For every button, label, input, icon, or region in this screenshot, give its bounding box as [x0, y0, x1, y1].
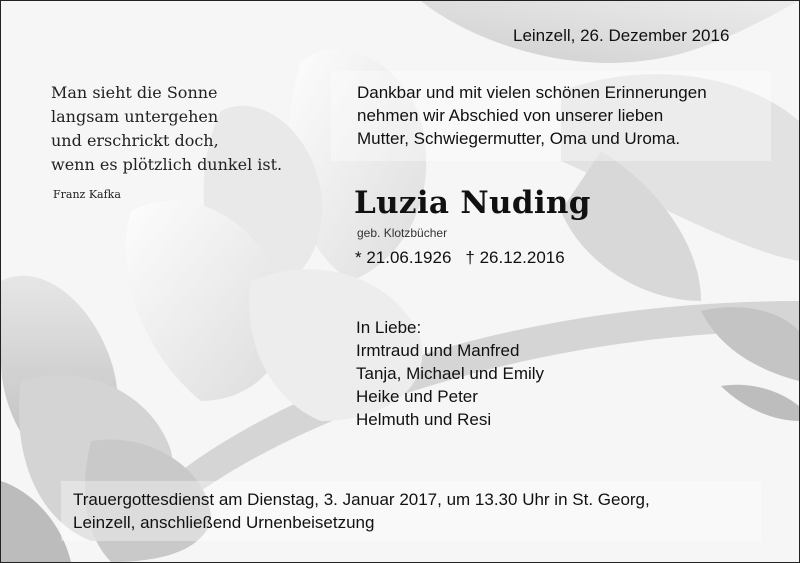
- intro-line: Mutter, Schwiegermutter, Oma und Uroma.: [357, 129, 681, 148]
- intro-line: nehmen wir Abschied von unserer lieben: [357, 106, 664, 125]
- service-line: Leinzell, anschließend Urnenbeisetzung: [73, 513, 375, 532]
- quote-line: Man sieht die Sonne: [51, 83, 218, 102]
- intro-line: Dankbar und mit vielen schönen Erinnerungen: [357, 83, 707, 102]
- life-dates: [355, 246, 565, 269]
- family-member: Tanja, Michael und Emily: [356, 364, 545, 383]
- quote-author: Franz Kafka: [53, 188, 121, 201]
- maiden-name: geb. Klotzbücher: [357, 226, 448, 240]
- family-list: [356, 316, 544, 431]
- service-info: [73, 488, 650, 534]
- intro-text: [357, 81, 707, 150]
- family-member: Helmuth und Resi: [356, 410, 492, 429]
- quote-block: [51, 81, 282, 177]
- family-member: Irmtraud und Manfred: [356, 341, 520, 360]
- family-heading: In Liebe:: [356, 318, 422, 337]
- birth-date: * 21.06.1926: [355, 248, 452, 267]
- service-line: Trauergottesdienst am Dienstag, 3. Januar 2017, um 13.30 Uhr in St. Georg,: [73, 490, 650, 509]
- quote-line: langsam untergehen: [51, 107, 219, 126]
- family-member: Heike und Peter: [356, 387, 478, 406]
- death-date: † 26.12.2016: [465, 248, 565, 267]
- quote-line: und erschrickt doch,: [51, 131, 219, 150]
- deceased-name: Luzia Nuding: [354, 185, 591, 221]
- quote-line: wenn es plötzlich dunkel ist.: [51, 155, 283, 174]
- place-date: Leinzell, 26. Dezember 2016: [513, 26, 730, 45]
